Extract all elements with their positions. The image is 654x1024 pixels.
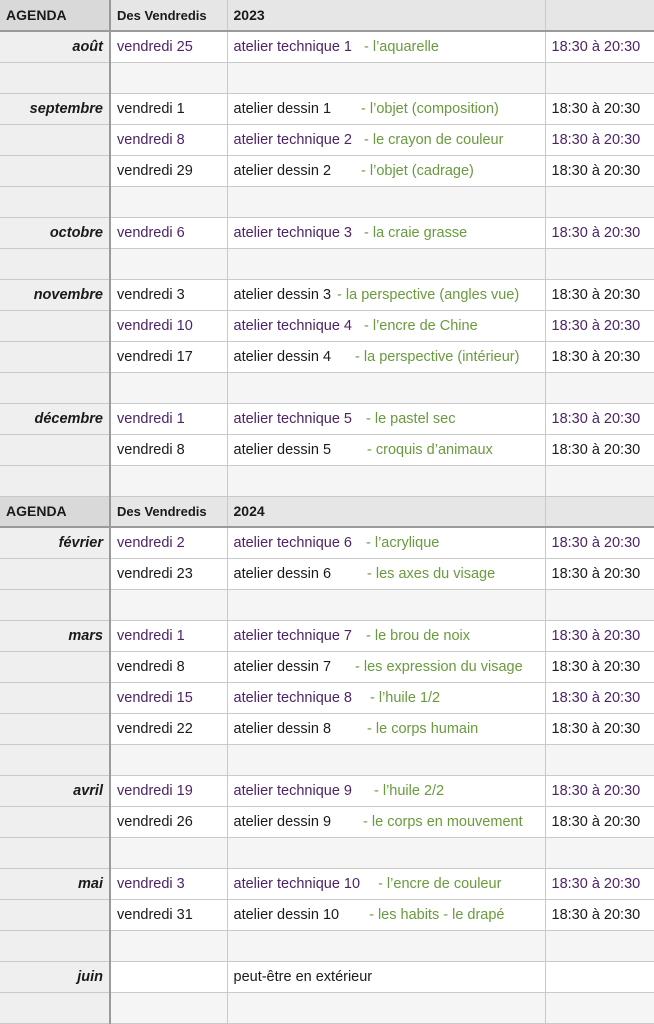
time-cell: 18:30 à 20:30 [545,93,654,124]
empty-cell [545,992,654,1023]
vendredis-heading: Des Vendredis [110,0,227,31]
empty-cell [227,186,545,217]
activity-topic: - l’aquarelle [364,38,439,55]
empty-cell [110,589,227,620]
month-label [0,713,110,744]
activity-name: atelier technique 1 [233,38,352,55]
empty-cell [227,465,545,496]
date-cell: vendredi 1 [110,93,227,124]
empty-cell [227,62,545,93]
date-cell: vendredi 3 [110,279,227,310]
time-cell: 18:30 à 20:30 [545,279,654,310]
activity-topic: - la perspective (angles vue) [337,286,520,303]
activity-cell [227,310,545,341]
activity-cell [227,682,545,713]
date-cell: vendredi 15 [110,682,227,713]
empty-cell [545,930,654,961]
empty-cell [0,992,110,1023]
spacer-row [0,372,654,403]
activity-topic: - l’objet (composition) [361,100,499,117]
agenda-heading: AGENDA [0,0,110,31]
empty-cell [227,992,545,1023]
activity-topic: - l’acrylique [366,534,440,551]
empty-cell [545,837,654,868]
empty-cell [110,465,227,496]
header-blank-cell [545,496,654,527]
date-cell: vendredi 8 [110,434,227,465]
month-label: août [0,31,110,62]
empty-cell [110,837,227,868]
agenda-row [0,217,654,248]
empty-cell [545,465,654,496]
date-cell: vendredi 1 [110,403,227,434]
empty-cell [227,589,545,620]
date-cell: vendredi 25 [110,31,227,62]
activity-name: atelier dessin 1 [233,100,332,117]
activity-name: atelier technique 8 [233,689,352,706]
activity-name: atelier technique 3 [233,224,352,241]
activity-cell [227,961,545,992]
month-label: mars [0,620,110,651]
empty-cell [0,744,110,775]
time-cell: 18:30 à 20:30 [545,310,654,341]
empty-cell [0,930,110,961]
activity-topic: - le brou de noix [366,627,470,644]
date-cell: vendredi 8 [110,651,227,682]
time-cell: 18:30 à 20:30 [545,217,654,248]
time-cell: 18:30 à 20:30 [545,868,654,899]
empty-cell [0,372,110,403]
activity-topic: - le corps humain [367,720,479,737]
empty-cell [227,837,545,868]
month-label [0,682,110,713]
empty-cell [110,930,227,961]
agenda-heading: AGENDA [0,496,110,527]
agenda-row [0,775,654,806]
activity-topic: - la craie grasse [364,224,468,241]
month-label [0,341,110,372]
empty-cell [227,930,545,961]
activity-name: atelier dessin 10 [233,906,340,923]
agenda-row [0,527,654,558]
activity-name: peut-être en extérieur [233,968,373,985]
empty-cell [0,465,110,496]
empty-cell [545,372,654,403]
spacer-row [0,248,654,279]
time-cell: 18:30 à 20:30 [545,899,654,930]
empty-cell [110,372,227,403]
spacer-row [0,744,654,775]
activity-name: atelier technique 2 [233,131,352,148]
activity-cell [227,124,545,155]
empty-cell [227,744,545,775]
empty-cell [110,186,227,217]
date-cell: vendredi 8 [110,124,227,155]
activity-topic: - l’huile 2/2 [374,782,445,799]
activity-cell [227,31,545,62]
date-cell: vendredi 17 [110,341,227,372]
activity-name: atelier dessin 4 [233,348,332,365]
activity-topic: - le crayon de couleur [364,131,504,148]
month-label [0,124,110,155]
empty-cell [227,248,545,279]
vendredis-heading: Des Vendredis [110,496,227,527]
time-cell [545,961,654,992]
activity-name: atelier technique 9 [233,782,352,799]
activity-topic: - les habits - le drapé [369,906,505,923]
activity-cell [227,651,545,682]
activity-topic: - l’objet (cadrage) [361,162,474,179]
activity-name: atelier dessin 8 [233,720,332,737]
activity-topic: - les axes du visage [367,565,496,582]
activity-cell [227,155,545,186]
activity-topic: - les expression du visage [355,658,523,675]
date-cell: vendredi 3 [110,868,227,899]
spacer-row [0,186,654,217]
activity-name: atelier dessin 5 [233,441,332,458]
month-label [0,806,110,837]
agenda-row [0,93,654,124]
agenda-row [0,868,654,899]
agenda-row [0,31,654,62]
section-header-row [0,496,654,527]
activity-name: atelier dessin 9 [233,813,332,830]
empty-cell [545,62,654,93]
spacer-row [0,62,654,93]
month-label [0,651,110,682]
time-cell: 18:30 à 20:30 [545,620,654,651]
activity-name: atelier dessin 3 [233,286,332,303]
activity-topic: - le corps en mouvement [363,813,523,830]
empty-cell [545,248,654,279]
month-label: octobre [0,217,110,248]
time-cell: 18:30 à 20:30 [545,713,654,744]
agenda-row [0,279,654,310]
activity-cell [227,527,545,558]
empty-cell [0,62,110,93]
spacer-row [0,589,654,620]
month-label: avril [0,775,110,806]
year-heading: 2023 [227,0,545,31]
agenda-row [0,155,654,186]
empty-cell [110,992,227,1023]
time-cell: 18:30 à 20:30 [545,124,654,155]
empty-cell [0,589,110,620]
time-cell: 18:30 à 20:30 [545,682,654,713]
spacer-row [0,465,654,496]
month-label [0,899,110,930]
empty-cell [545,186,654,217]
header-blank-cell [545,0,654,31]
activity-cell [227,403,545,434]
empty-cell [0,248,110,279]
empty-cell [545,744,654,775]
time-cell: 18:30 à 20:30 [545,403,654,434]
agenda-row [0,806,654,837]
spacer-row [0,837,654,868]
spacer-row [0,992,654,1023]
activity-cell [227,217,545,248]
activity-name: atelier technique 4 [233,317,352,334]
activity-cell [227,620,545,651]
time-cell: 18:30 à 20:30 [545,775,654,806]
month-label: décembre [0,403,110,434]
agenda-row [0,961,654,992]
time-cell: 18:30 à 20:30 [545,651,654,682]
month-label [0,310,110,341]
activity-cell [227,93,545,124]
agenda-row [0,341,654,372]
month-label: novembre [0,279,110,310]
date-cell: vendredi 22 [110,713,227,744]
month-label [0,434,110,465]
agenda-row [0,558,654,589]
activity-name: atelier dessin 2 [233,162,332,179]
date-cell: vendredi 23 [110,558,227,589]
agenda-row [0,682,654,713]
activity-name: atelier technique 6 [233,534,352,551]
activity-cell [227,341,545,372]
activity-topic: - l’huile 1/2 [370,689,441,706]
time-cell: 18:30 à 20:30 [545,806,654,837]
activity-cell [227,806,545,837]
agenda-row [0,310,654,341]
empty-cell [227,372,545,403]
empty-cell [0,186,110,217]
month-label: mai [0,868,110,899]
activity-name: atelier technique 10 [233,875,361,892]
activity-topic: - l’encre de Chine [364,317,478,334]
activity-name: atelier technique 5 [233,410,352,427]
time-cell: 18:30 à 20:30 [545,527,654,558]
activity-topic: - le pastel sec [366,410,456,427]
empty-cell [110,248,227,279]
agenda-row [0,899,654,930]
empty-cell [545,589,654,620]
activity-cell [227,558,545,589]
activity-name: atelier technique 7 [233,627,352,644]
activity-topic: - la perspective (intérieur) [355,348,520,365]
agenda-row [0,403,654,434]
date-cell: vendredi 2 [110,527,227,558]
year-heading: 2024 [227,496,545,527]
activity-topic: - l’encre de couleur [378,875,502,892]
date-cell: vendredi 19 [110,775,227,806]
agenda-row [0,713,654,744]
empty-cell [110,744,227,775]
date-cell: vendredi 10 [110,310,227,341]
spacer-row [0,930,654,961]
date-cell: vendredi 26 [110,806,227,837]
month-label: septembre [0,93,110,124]
time-cell: 18:30 à 20:30 [545,434,654,465]
date-cell [110,961,227,992]
activity-cell [227,279,545,310]
activity-cell [227,434,545,465]
date-cell: vendredi 1 [110,620,227,651]
month-label: juin [0,961,110,992]
activity-name: atelier dessin 6 [233,565,332,582]
agenda-row [0,434,654,465]
activity-cell [227,775,545,806]
date-cell: vendredi 6 [110,217,227,248]
month-label [0,155,110,186]
activity-name: atelier dessin 7 [233,658,332,675]
section-header-row [0,0,654,31]
activity-cell [227,713,545,744]
time-cell: 18:30 à 20:30 [545,558,654,589]
date-cell: vendredi 31 [110,899,227,930]
activity-cell [227,868,545,899]
agenda-row [0,124,654,155]
month-label [0,558,110,589]
agenda-row [0,651,654,682]
activity-topic: - croquis d’animaux [367,441,493,458]
time-cell: 18:30 à 20:30 [545,341,654,372]
empty-cell [110,62,227,93]
time-cell: 18:30 à 20:30 [545,155,654,186]
time-cell: 18:30 à 20:30 [545,31,654,62]
empty-cell [0,837,110,868]
date-cell: vendredi 29 [110,155,227,186]
month-label: février [0,527,110,558]
activity-cell [227,899,545,930]
agenda-row [0,620,654,651]
